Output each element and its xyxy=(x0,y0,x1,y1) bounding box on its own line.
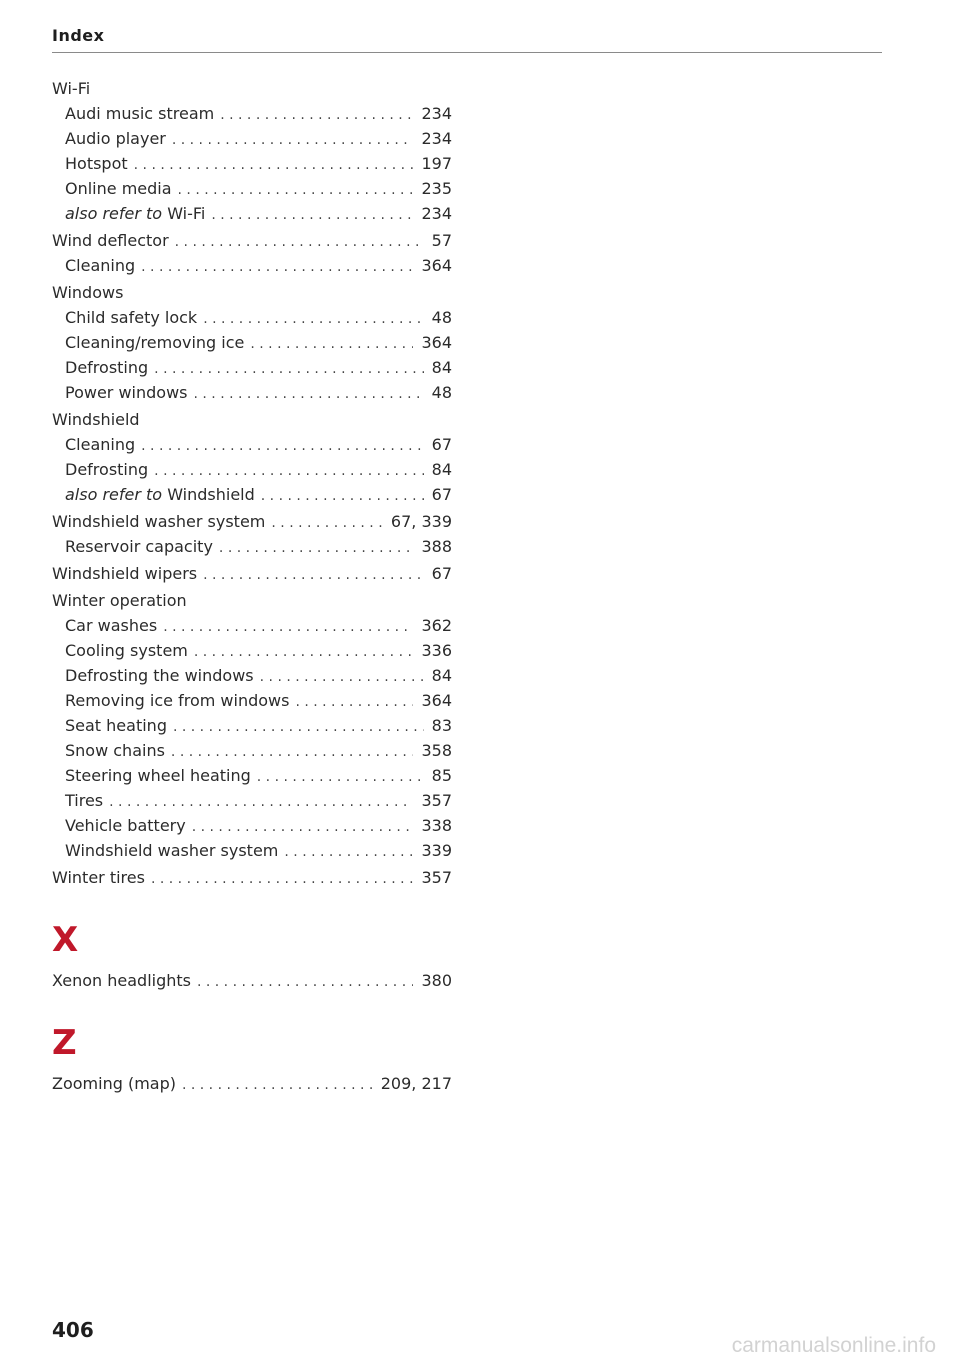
entry-pages: 85 xyxy=(431,766,452,785)
entry-pages: 235 xyxy=(421,179,452,198)
index-heading xyxy=(52,968,452,993)
entry-term-text: Cleaning xyxy=(65,256,136,275)
index-title: Index xyxy=(52,26,105,45)
entry-term-text: Wind deflector xyxy=(52,231,169,250)
dot-leader xyxy=(220,103,413,128)
entry-pages: 67, 339 xyxy=(390,512,452,531)
entry-term xyxy=(65,432,135,457)
index-subentry xyxy=(52,688,452,713)
entry-term-text: Snow chains xyxy=(65,741,165,760)
page-number: 406 xyxy=(52,1318,94,1342)
entry-pages: 358 xyxy=(421,741,452,760)
index-subentry xyxy=(52,330,452,355)
entry-pages: 84 xyxy=(431,358,452,377)
entry-term xyxy=(65,738,165,763)
entry-term-text: Removing ice from windows xyxy=(65,691,290,710)
dot-leader xyxy=(109,790,413,815)
dot-leader xyxy=(173,715,424,740)
entry-pages: 197 xyxy=(421,154,452,173)
dot-leader xyxy=(211,203,413,228)
index-subentry xyxy=(52,663,452,688)
dot-leader xyxy=(141,255,413,280)
entry-term-text: Child safety lock xyxy=(65,308,198,327)
dot-leader xyxy=(154,459,423,484)
entry-term-text: Xenon headlights xyxy=(52,971,191,990)
entry-term xyxy=(52,561,197,586)
index-subentry xyxy=(52,126,452,151)
index-heading xyxy=(52,228,452,253)
section-letter-x: X xyxy=(52,920,79,960)
dot-leader xyxy=(261,484,424,509)
index-heading xyxy=(52,280,452,305)
entry-pages: 364 xyxy=(421,691,452,710)
dot-leader xyxy=(151,867,413,892)
dot-leader xyxy=(219,536,414,561)
entry-term-text: Zooming (map) xyxy=(52,1074,176,1093)
dot-leader xyxy=(171,740,414,765)
index-heading xyxy=(52,76,452,101)
index-subentry xyxy=(52,457,452,482)
entry-term xyxy=(65,788,103,813)
entry-term xyxy=(65,355,148,380)
dot-leader xyxy=(154,357,423,382)
index-heading xyxy=(52,407,452,432)
index-heading xyxy=(52,588,452,613)
dot-leader xyxy=(172,128,414,153)
entry-term-text: Cleaning xyxy=(65,435,136,454)
cross-reference-prefix: also refer to xyxy=(65,485,163,504)
entry-term-text: Cleaning/removing ice xyxy=(65,333,245,352)
entry-term-text: Winter operation xyxy=(52,591,187,610)
dot-leader xyxy=(175,230,424,255)
entry-term xyxy=(65,457,148,482)
index-subentry xyxy=(52,763,452,788)
entry-term xyxy=(65,813,186,838)
entry-term-text: Reservoir capacity xyxy=(65,537,213,556)
index-subentry xyxy=(52,838,452,863)
entry-pages: 338 xyxy=(421,816,452,835)
entry-term xyxy=(65,638,188,663)
entry-term xyxy=(65,688,289,713)
entry-pages: 67 xyxy=(431,485,452,504)
index-subentry xyxy=(52,201,452,226)
entry-term xyxy=(52,1071,176,1096)
entry-term-text: Vehicle battery xyxy=(65,816,186,835)
entry-term-text: Windshield washer system xyxy=(52,512,266,531)
entry-term-text: Audio player xyxy=(65,129,166,148)
dot-leader xyxy=(271,511,383,536)
index-subentry xyxy=(52,380,452,405)
entry-pages: 48 xyxy=(431,383,452,402)
entry-term xyxy=(65,763,251,788)
dot-leader xyxy=(194,640,414,665)
dot-leader xyxy=(284,840,413,865)
entry-term xyxy=(65,101,214,126)
entry-pages: 57 xyxy=(431,231,452,250)
dot-leader xyxy=(295,690,413,715)
entry-term-text: Steering wheel heating xyxy=(65,766,251,785)
entry-pages: 84 xyxy=(431,460,452,479)
index-subentry xyxy=(52,101,452,126)
entry-term-text: Windshield wipers xyxy=(52,564,198,583)
index-column xyxy=(52,76,452,1096)
entry-pages: 234 xyxy=(421,104,452,123)
entry-pages: 48 xyxy=(431,308,452,327)
dot-leader xyxy=(257,765,424,790)
entry-term-text: Hotspot xyxy=(65,154,128,173)
index-subentry xyxy=(52,738,452,763)
entry-term xyxy=(65,176,172,201)
entry-term-text: Power windows xyxy=(65,383,188,402)
index-heading xyxy=(52,1071,452,1096)
entry-pages: 388 xyxy=(421,537,452,556)
entry-term xyxy=(65,482,255,507)
index-subentry xyxy=(52,613,452,638)
dot-leader xyxy=(250,332,413,357)
index-subentry xyxy=(52,813,452,838)
entry-pages: 357 xyxy=(421,791,452,810)
entry-term xyxy=(65,253,135,278)
entry-pages: 336 xyxy=(421,641,452,660)
index-subentry xyxy=(52,534,452,559)
entry-pages: 380 xyxy=(421,971,452,990)
entry-term xyxy=(52,76,90,101)
dot-leader xyxy=(203,563,424,588)
entry-term-text: Windows xyxy=(52,283,124,302)
entry-term-text: Windshield xyxy=(52,410,140,429)
dot-leader xyxy=(194,382,424,407)
entry-term-text: Defrosting the windows xyxy=(65,666,254,685)
section-letter-z: Z xyxy=(52,1023,77,1063)
index-subentry xyxy=(52,151,452,176)
entry-term-text: Tires xyxy=(65,791,104,810)
entry-pages: 209, 217 xyxy=(380,1074,452,1093)
entry-term xyxy=(65,380,188,405)
entry-term xyxy=(65,151,128,176)
index-subentry xyxy=(52,638,452,663)
dot-leader xyxy=(260,665,424,690)
entry-term-text: Defrosting xyxy=(65,460,149,479)
index-heading xyxy=(52,865,452,890)
index-subentry xyxy=(52,176,452,201)
entry-pages: 364 xyxy=(421,333,452,352)
entry-term xyxy=(52,509,265,534)
entry-pages: 67 xyxy=(431,435,452,454)
entry-pages: 339 xyxy=(421,841,452,860)
dot-leader xyxy=(192,815,414,840)
entry-term xyxy=(52,280,123,305)
dot-leader xyxy=(141,434,423,459)
entry-term-text: Seat heating xyxy=(65,716,167,735)
entry-term-text: Online media xyxy=(65,179,172,198)
entry-term xyxy=(52,228,169,253)
entry-term-text: Winter tires xyxy=(52,868,145,887)
z-entries xyxy=(52,1071,452,1096)
entry-pages: 67 xyxy=(431,564,452,583)
entry-term xyxy=(65,613,157,638)
entry-term-text: Wi-Fi xyxy=(167,204,206,223)
entry-pages: 364 xyxy=(421,256,452,275)
index-subentry xyxy=(52,305,452,330)
page-header xyxy=(52,26,882,53)
entry-term xyxy=(65,126,166,151)
entry-pages: 362 xyxy=(421,616,452,635)
entry-term-text: Wi-Fi xyxy=(52,79,91,98)
dot-leader xyxy=(134,153,414,178)
entry-pages: 234 xyxy=(421,204,452,223)
entry-term-text: Cooling system xyxy=(65,641,188,660)
entry-term xyxy=(52,865,145,890)
entry-term xyxy=(65,534,213,559)
index-subentry xyxy=(52,713,452,738)
dot-leader xyxy=(182,1073,373,1098)
dot-leader xyxy=(163,615,413,640)
index-heading xyxy=(52,509,452,534)
entry-term-text: Defrosting xyxy=(65,358,149,377)
entry-term xyxy=(52,407,140,432)
index-heading xyxy=(52,561,452,586)
entry-term xyxy=(65,663,254,688)
w-entries xyxy=(52,76,452,890)
dot-leader xyxy=(178,178,414,203)
index-subentry xyxy=(52,788,452,813)
entry-pages: 84 xyxy=(431,666,452,685)
x-entries xyxy=(52,968,452,993)
entry-pages: 234 xyxy=(421,129,452,148)
index-subentry xyxy=(52,432,452,457)
entry-pages: 357 xyxy=(421,868,452,887)
dot-leader xyxy=(203,307,423,332)
entry-term-text: Audi music stream xyxy=(65,104,215,123)
index-subentry xyxy=(52,482,452,507)
index-subentry xyxy=(52,355,452,380)
entry-term xyxy=(52,588,187,613)
entry-term xyxy=(65,838,278,863)
entry-term-text: Windshield xyxy=(167,485,255,504)
entry-term-text: Windshield washer system xyxy=(65,841,279,860)
entry-term xyxy=(65,330,244,355)
entry-term-text: Car washes xyxy=(65,616,158,635)
watermark: carmanualsonline.info xyxy=(731,1334,936,1357)
section-z xyxy=(52,1023,452,1096)
index-subentry xyxy=(52,253,452,278)
dot-leader xyxy=(197,970,413,995)
entry-pages: 83 xyxy=(431,716,452,735)
entry-term xyxy=(65,305,197,330)
section-x xyxy=(52,920,452,993)
entry-term xyxy=(52,968,191,993)
cross-reference-prefix: also refer to xyxy=(65,204,163,223)
entry-term xyxy=(65,201,205,226)
entry-term xyxy=(65,713,167,738)
